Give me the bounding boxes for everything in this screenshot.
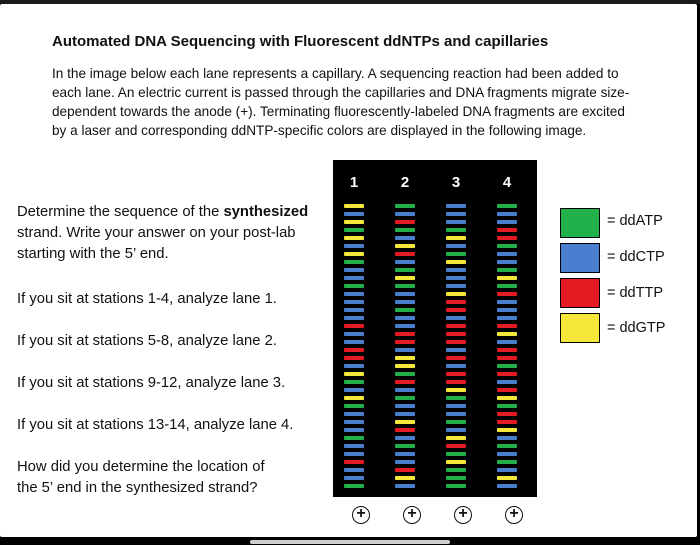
gel-band	[395, 228, 415, 232]
gel-band	[446, 316, 466, 320]
gel-band	[344, 260, 364, 264]
gel-band	[497, 292, 517, 296]
gel-band	[395, 300, 415, 304]
gel-band	[446, 324, 466, 328]
gel-band	[446, 308, 466, 312]
gel-band	[497, 476, 517, 480]
gel-band	[344, 204, 364, 208]
gel-band	[395, 420, 415, 424]
gel-band	[446, 484, 466, 488]
station-instruction: If you sit at stations 13-14, analyze lane 4.	[17, 417, 294, 433]
gel-band	[395, 412, 415, 416]
gel-band	[446, 404, 466, 408]
gel-band	[395, 468, 415, 472]
gel-band	[395, 340, 415, 344]
gel-band	[446, 380, 466, 384]
gel-band	[344, 236, 364, 240]
gel-band	[344, 404, 364, 408]
gel-band	[395, 252, 415, 256]
gel-band	[344, 444, 364, 448]
gel-band	[497, 244, 517, 248]
gel-band	[446, 340, 466, 344]
gel-band	[497, 396, 517, 400]
gel-band	[395, 236, 415, 240]
gel-band	[395, 348, 415, 352]
gel-band	[344, 212, 364, 216]
gel-band	[344, 228, 364, 232]
gel-band	[446, 356, 466, 360]
gel-band	[497, 484, 517, 488]
gel-band	[446, 348, 466, 352]
gel-band	[395, 388, 415, 392]
gel-band	[446, 284, 466, 288]
gel-band	[344, 252, 364, 256]
scroll-indicator[interactable]	[250, 540, 450, 544]
gel-band	[497, 364, 517, 368]
gel-band	[395, 380, 415, 384]
gel-band	[395, 308, 415, 312]
intro-paragraph	[52, 64, 662, 140]
anode-plus-icon: +	[403, 506, 421, 524]
gel-band	[395, 436, 415, 440]
gel-band	[344, 468, 364, 472]
gel-band	[344, 412, 364, 416]
gel-band	[497, 284, 517, 288]
gel-band	[446, 276, 466, 280]
gel-band	[446, 204, 466, 208]
gel-band	[446, 436, 466, 440]
gel-band	[446, 396, 466, 400]
gel-band	[344, 460, 364, 464]
gel-band	[395, 220, 415, 224]
gel-band	[344, 348, 364, 352]
gel-band	[344, 244, 364, 248]
gel-band	[395, 356, 415, 360]
ddatp-swatch	[560, 208, 600, 238]
gel-band	[446, 260, 466, 264]
anode-plus-icon: +	[454, 506, 472, 524]
lane-label: 1	[349, 174, 359, 191]
gel-band	[446, 412, 466, 416]
gel-band	[344, 484, 364, 488]
intro-line: each lane. An electric current is passed through the capillaries and DNA fragments migrate size-	[52, 85, 630, 100]
gel-band	[344, 356, 364, 360]
anode-plus-icon: +	[352, 506, 370, 524]
sequence-question	[17, 202, 337, 265]
gel-band	[497, 308, 517, 312]
gel-band	[395, 372, 415, 376]
gel-band	[395, 460, 415, 464]
gel-band	[446, 244, 466, 248]
gel-band	[497, 428, 517, 432]
gel-band	[395, 332, 415, 336]
gel-band	[497, 468, 517, 472]
gel-band	[497, 276, 517, 280]
gel-band	[344, 476, 364, 480]
ddgtp-swatch	[560, 313, 600, 343]
gel-band	[497, 228, 517, 232]
gel-band	[497, 212, 517, 216]
gel-band	[395, 268, 415, 272]
question-text: Determine the sequence of the	[17, 204, 224, 220]
gel-band	[344, 300, 364, 304]
gel-band	[446, 452, 466, 456]
gel-band	[344, 436, 364, 440]
gel-band	[395, 260, 415, 264]
gel-band	[497, 372, 517, 376]
station-instruction: If you sit at stations 5-8, analyze lane 2.	[17, 333, 277, 349]
gel-band	[497, 348, 517, 352]
gel-band	[497, 356, 517, 360]
gel-band	[344, 316, 364, 320]
station-instruction: If you sit at stations 9-12, analyze lane 3.	[17, 375, 286, 391]
gel-band	[395, 404, 415, 408]
gel-band	[497, 444, 517, 448]
gel-band	[497, 340, 517, 344]
gel-band	[497, 236, 517, 240]
gel-band	[395, 316, 415, 320]
gel-band	[497, 404, 517, 408]
gel-band	[344, 332, 364, 336]
ddttp-swatch	[560, 278, 600, 308]
question-text: starting with the 5’ end.	[17, 246, 169, 262]
gel-band	[395, 444, 415, 448]
gel-band	[446, 388, 466, 392]
gel-band	[497, 252, 517, 256]
gel-band	[497, 260, 517, 264]
gel-band	[446, 292, 466, 296]
gel-band	[344, 364, 364, 368]
question-bold-word: synthesized	[223, 204, 309, 220]
gel-band	[446, 364, 466, 368]
gel-band	[344, 396, 364, 400]
gel-band	[497, 300, 517, 304]
gel-band	[344, 284, 364, 288]
gel-band	[395, 428, 415, 432]
gel-band	[497, 316, 517, 320]
gel-band	[446, 212, 466, 216]
gel-band	[446, 460, 466, 464]
intro-line: dependent towards the anode (+). Terminating fluorescently-labeled DNA fragments are excited	[52, 104, 625, 119]
question-text: How did you determine the location of	[17, 459, 265, 475]
gel-band	[446, 420, 466, 424]
gel-band	[395, 396, 415, 400]
gel-band	[395, 452, 415, 456]
gel-band	[395, 212, 415, 216]
gel-band	[446, 372, 466, 376]
gel-band	[497, 380, 517, 384]
lane-label: 2	[400, 174, 410, 191]
gel-band	[497, 332, 517, 336]
lane-label: 3	[451, 174, 461, 191]
gel-band	[446, 252, 466, 256]
gel-band	[446, 444, 466, 448]
page-title: Automated DNA Sequencing with Fluorescent ddNTPs and capillaries	[52, 33, 549, 50]
gel-band	[446, 268, 466, 272]
gel-band	[395, 276, 415, 280]
followup-question	[17, 457, 317, 499]
intro-line: In the image below each lane represents a capillary. A sequencing reaction had been added to	[52, 66, 619, 81]
gel-band	[395, 292, 415, 296]
gel-band	[344, 420, 364, 424]
gel-band	[395, 204, 415, 208]
key-label: = ddATP	[607, 213, 663, 229]
gel-band	[344, 340, 364, 344]
gel-band	[497, 388, 517, 392]
lane-label: 4	[502, 174, 512, 191]
ddctp-swatch	[560, 243, 600, 273]
gel-band	[497, 204, 517, 208]
intro-line: by a laser and corresponding ddNTP-specific colors are displayed in the following image.	[52, 123, 587, 138]
gel-band	[344, 428, 364, 432]
gel-band	[446, 476, 466, 480]
gel-band	[497, 324, 517, 328]
question-text: the 5’ end in the synthesized strand?	[17, 480, 258, 496]
gel-band	[497, 268, 517, 272]
gel-band	[344, 372, 364, 376]
gel-band	[344, 452, 364, 456]
gel-band	[344, 380, 364, 384]
gel-band	[497, 420, 517, 424]
gel-band	[446, 228, 466, 232]
gel-band	[446, 332, 466, 336]
gel-band	[344, 268, 364, 272]
gel-band	[344, 388, 364, 392]
gel-band	[497, 412, 517, 416]
key-label: = ddCTP	[607, 249, 665, 265]
anode-plus-icon: +	[505, 506, 523, 524]
gel-band	[446, 220, 466, 224]
gel-band	[446, 300, 466, 304]
gel-band	[395, 364, 415, 368]
gel-band	[395, 476, 415, 480]
gel-band	[497, 220, 517, 224]
gel-band	[395, 244, 415, 248]
question-text: strand. Write your answer on your post-lab	[17, 225, 296, 241]
capillary-gel-image	[333, 160, 537, 497]
station-instruction: If you sit at stations 1-4, analyze lane 1.	[17, 291, 277, 307]
gel-band	[344, 276, 364, 280]
gel-band	[497, 436, 517, 440]
key-label: = ddTTP	[607, 285, 664, 301]
gel-band	[344, 308, 364, 312]
gel-band	[395, 484, 415, 488]
gel-band	[344, 220, 364, 224]
gel-band	[497, 460, 517, 464]
gel-band	[344, 324, 364, 328]
gel-band	[446, 428, 466, 432]
gel-band	[344, 292, 364, 296]
gel-band	[446, 236, 466, 240]
gel-band	[446, 468, 466, 472]
gel-band	[395, 324, 415, 328]
gel-band	[497, 452, 517, 456]
key-label: = ddGTP	[607, 320, 666, 336]
gel-band	[395, 284, 415, 288]
